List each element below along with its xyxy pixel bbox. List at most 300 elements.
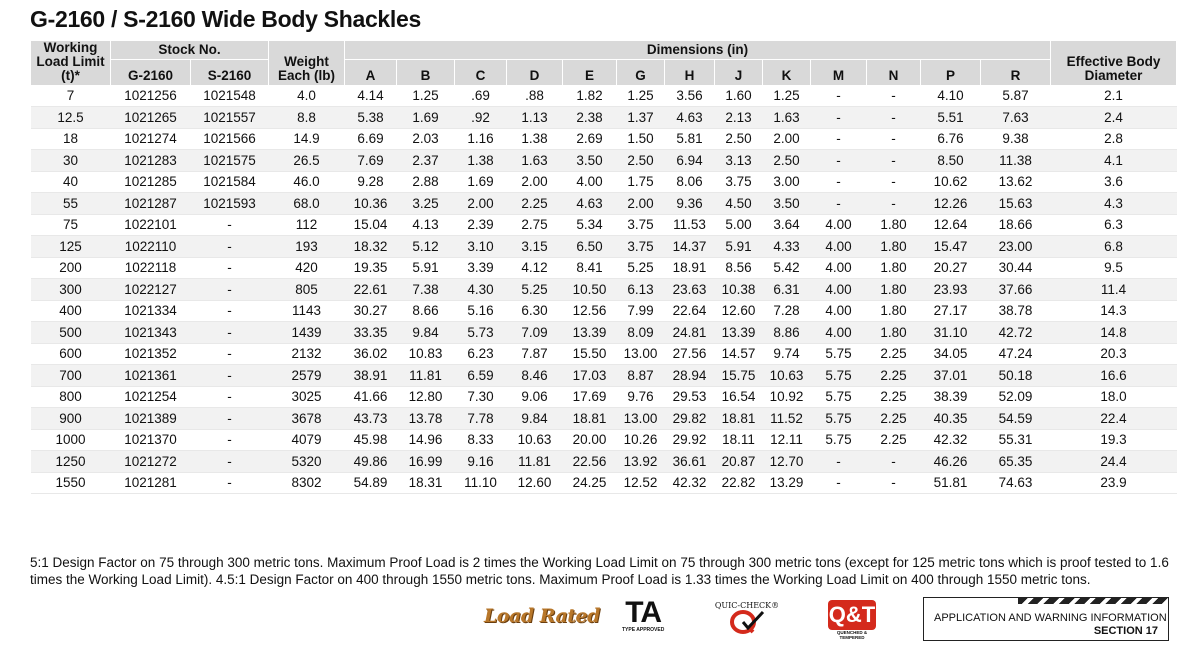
table-cell: 3.56 [676, 88, 703, 104]
table-cell: 9.36 [665, 193, 715, 215]
table-row [31, 451, 1177, 473]
table-cell: 10.38 [715, 279, 763, 301]
table-cell: 5.25 [507, 279, 563, 301]
table-cell: 2.25 [867, 408, 921, 430]
table-cell: 50.18 [981, 365, 1051, 387]
table-cell: .92 [455, 107, 507, 129]
table-cell: - [227, 303, 232, 319]
table-cell: - [891, 131, 896, 147]
table-row [31, 193, 1177, 215]
table-row [31, 343, 1177, 365]
table-cell: 1.38 [455, 150, 507, 172]
table-cell: 1022118 [124, 260, 177, 276]
table-cell: 11.38 [981, 150, 1051, 172]
table-cell: 6.59 [455, 365, 507, 387]
table-cell: 49.86 [345, 451, 397, 473]
table-cell: 17.69 [572, 389, 607, 405]
table-cell: 20.00 [572, 432, 607, 448]
table-cell: 10.92 [769, 389, 804, 405]
table-cell: - [227, 260, 232, 276]
table-cell: 38.91 [345, 365, 397, 387]
table-cell: 18.91 [672, 260, 707, 276]
table-cell: - [227, 475, 232, 491]
table-cell: 23.93 [921, 279, 981, 301]
table-cell: 4.63 [563, 193, 617, 215]
table-cell: 3.25 [397, 193, 455, 215]
table-cell: 2.50 [725, 131, 752, 147]
table-cell: - [191, 322, 269, 344]
table-cell: 9.16 [455, 451, 507, 473]
table-cell: 1022110 [111, 236, 191, 258]
table-cell: 1022127 [111, 279, 191, 301]
table-cell: 29.82 [665, 408, 715, 430]
header-dim-r: R [981, 60, 1051, 86]
table-cell: 1021593 [191, 193, 269, 215]
table-cell: 1.13 [507, 107, 563, 129]
table-cell: 7.30 [467, 389, 494, 405]
table-cell: 13.62 [998, 174, 1033, 190]
table-cell: 1.25 [773, 88, 800, 104]
table-cell: 6.30 [521, 303, 548, 319]
table-body [31, 85, 1177, 494]
table-cell: 2132 [291, 346, 322, 362]
table-cell: 41.66 [353, 389, 388, 405]
table-cell: 5.25 [627, 260, 654, 276]
table-cell: 7.69 [345, 150, 397, 172]
table-cell: 10.63 [517, 432, 552, 448]
table-cell: 400 [59, 303, 82, 319]
header-dim-k: K [763, 60, 811, 86]
table-cell: 45.98 [353, 432, 388, 448]
header-working-load-limit: Working Load Limit (t)* [31, 41, 111, 86]
table-cell: - [811, 107, 867, 129]
table-cell: 13.39 [563, 322, 617, 344]
header-dim-a: A [345, 60, 397, 86]
table-cell: - [867, 107, 921, 129]
table-cell: 42.32 [672, 475, 707, 491]
table-cell: - [811, 451, 867, 473]
table-cell: 1.80 [880, 217, 907, 233]
table-cell: 1.69 [467, 174, 494, 190]
table-cell: 13.29 [769, 475, 804, 491]
table-cell: 1021343 [111, 322, 191, 344]
table-cell: 6.69 [357, 131, 384, 147]
table-cell: 1.75 [627, 174, 654, 190]
table-cell: 18.81 [563, 408, 617, 430]
table-cell: 1.25 [627, 88, 654, 104]
qt-logo-caption: QUENCHED & TEMPERED [836, 630, 868, 640]
table-cell: 125 [31, 236, 111, 258]
table-cell: 11.81 [507, 451, 563, 473]
table-cell: 14.9 [293, 131, 320, 147]
table-cell: 1021370 [124, 432, 177, 448]
table-cell: 4.3 [1051, 193, 1177, 215]
table-cell: 1021281 [124, 475, 177, 491]
quic-check-logo [712, 601, 782, 639]
table-cell: 12.70 [763, 451, 811, 473]
table-cell: 2.00 [455, 193, 507, 215]
table-cell: 10.62 [933, 174, 968, 190]
table-row [31, 279, 1177, 301]
table-cell: 38.78 [998, 303, 1033, 319]
table-cell: 52.09 [998, 389, 1033, 405]
table-cell: - [227, 346, 232, 362]
table-cell: 4.63 [665, 107, 715, 129]
table-cell: 9.06 [521, 389, 548, 405]
table-cell: 1.16 [467, 131, 494, 147]
table-cell: 18.31 [408, 475, 443, 491]
header-dim-c: C [455, 60, 507, 86]
header-effective-body-diameter: Effective Body Diameter [1051, 41, 1177, 86]
table-cell: 6.23 [467, 346, 494, 362]
load-rated-logo: Load Rated [484, 605, 600, 627]
table-cell: 10.36 [345, 193, 397, 215]
header-stock-no: Stock No. [111, 41, 269, 60]
table-cell: 1021283 [111, 150, 191, 172]
table-cell: 1022101 [124, 217, 177, 233]
table-cell: 40 [62, 174, 79, 190]
table-cell: 10.50 [563, 279, 617, 301]
table-cell: 33.35 [345, 322, 397, 344]
table-cell: 4.00 [825, 260, 852, 276]
table-cell: 1550 [55, 475, 86, 491]
table-cell: 29.92 [672, 432, 707, 448]
table-cell: 3025 [291, 389, 322, 405]
table-cell: 22.4 [1051, 408, 1177, 430]
table-cell: 11.10 [464, 475, 497, 491]
table-cell: 5.91 [412, 260, 439, 276]
table-cell: 47.24 [998, 346, 1033, 362]
table-cell: 8.66 [412, 303, 439, 319]
table-cell: - [867, 150, 921, 172]
table-cell: 800 [59, 389, 82, 405]
table-cell: - [891, 475, 896, 491]
table-cell: 9.84 [397, 322, 455, 344]
table-cell: - [836, 131, 841, 147]
table-cell: 12.64 [933, 217, 968, 233]
table-cell: 16.99 [397, 451, 455, 473]
table-cell: 20.3 [1100, 346, 1127, 362]
table-cell: 28.94 [665, 365, 715, 387]
table-cell: 22.64 [672, 303, 707, 319]
table-cell: 2.00 [773, 131, 800, 147]
table-cell: - [191, 365, 269, 387]
quic-check-caption: QUIC-CHECK® [714, 601, 780, 610]
table-cell: 10.26 [623, 432, 658, 448]
table-cell: 2.25 [880, 346, 907, 362]
table-cell: 1000 [55, 432, 86, 448]
header-dim-m: M [811, 60, 867, 86]
table-cell: 6.31 [763, 279, 811, 301]
table-cell: 4.14 [357, 88, 384, 104]
table-cell: 42.32 [933, 432, 968, 448]
table-cell: 6.3 [1104, 217, 1123, 233]
table-row [31, 472, 1177, 494]
table-row [31, 365, 1177, 387]
table-cell: 1021557 [191, 107, 269, 129]
table-cell: 15.47 [921, 236, 981, 258]
table-cell: 6.50 [563, 236, 617, 258]
table-cell: 30.44 [998, 260, 1033, 276]
table-row [31, 128, 1177, 150]
table-cell: 4.00 [811, 322, 867, 344]
table-cell: 1.80 [867, 279, 921, 301]
ta-logo-caption: TYPE APPROVED [622, 627, 665, 633]
table-cell: 7.38 [397, 279, 455, 301]
qt-logo-text: Q&T [828, 600, 876, 630]
header-dim-e: E [563, 60, 617, 86]
header-g2160: G-2160 [111, 60, 191, 86]
table-cell: - [891, 88, 896, 104]
table-cell: 3.6 [1104, 174, 1123, 190]
table-cell: 46.26 [921, 451, 981, 473]
table-cell: 5.81 [676, 131, 703, 147]
table-cell: 8.56 [725, 260, 752, 276]
table-cell: 15.04 [353, 217, 388, 233]
table-row [31, 236, 1177, 258]
table-row [31, 322, 1177, 344]
table-cell: 1021352 [124, 346, 177, 362]
table-cell: 5.12 [397, 236, 455, 258]
table-cell: 6.8 [1051, 236, 1177, 258]
table-cell: 193 [269, 236, 345, 258]
ta-logo-text: TA [625, 596, 662, 629]
table-cell: 16.6 [1051, 365, 1177, 387]
table-cell: 9.38 [1002, 131, 1029, 147]
table-cell: 300 [31, 279, 111, 301]
table-cell: 12.60 [517, 475, 552, 491]
table-cell: 3.39 [467, 260, 494, 276]
table-cell: 4.00 [825, 303, 852, 319]
table-cell: 1.80 [880, 303, 907, 319]
table-cell: 15.75 [715, 365, 763, 387]
table-cell: 1021334 [124, 303, 177, 319]
table-cell: 15.63 [981, 193, 1051, 215]
table-cell: 29.53 [672, 389, 707, 405]
table-cell: 13.00 [623, 346, 658, 362]
table-cell: 5.16 [467, 303, 494, 319]
page-title: G-2160 / S-2160 Wide Body Shackles [30, 6, 421, 32]
table-cell: 4.30 [455, 279, 507, 301]
shackle-spec-table [30, 40, 1177, 494]
table-cell: 13.78 [397, 408, 455, 430]
table-cell: - [227, 432, 232, 448]
table-cell: 8.06 [676, 174, 703, 190]
table-cell: 14.37 [665, 236, 715, 258]
table-cell: - [867, 451, 921, 473]
table-cell: 2.4 [1051, 107, 1177, 129]
table-cell: 1439 [269, 322, 345, 344]
table-cell: 5.75 [825, 432, 852, 448]
table-cell: 8.50 [921, 150, 981, 172]
table-cell: 3.10 [455, 236, 507, 258]
table-cell: 20.27 [933, 260, 968, 276]
table-cell: 5.00 [725, 217, 752, 233]
table-cell: 1021254 [124, 389, 177, 405]
table-cell: 8.33 [467, 432, 494, 448]
table-cell: 11.4 [1051, 279, 1177, 301]
table-cell: 4.00 [811, 236, 867, 258]
table-cell: 2.25 [880, 389, 907, 405]
table-cell: - [191, 408, 269, 430]
table-cell: 8.86 [763, 322, 811, 344]
table-cell: 30.27 [353, 303, 388, 319]
table-cell: 1.69 [397, 107, 455, 129]
table-cell: 51.81 [933, 475, 968, 491]
table-cell: 3.75 [617, 236, 665, 258]
table-cell: 12.80 [408, 389, 443, 405]
quic-check-mark-icon [727, 610, 767, 634]
table-cell: 55 [31, 193, 111, 215]
table-cell: 14.3 [1100, 303, 1127, 319]
table-cell: 11.52 [763, 408, 811, 430]
table-cell: 22.82 [721, 475, 756, 491]
table-cell: 30 [31, 150, 111, 172]
table-cell: 19.35 [353, 260, 388, 276]
table-cell: 4.00 [811, 279, 867, 301]
table-cell: 43.73 [345, 408, 397, 430]
table-cell: 8.41 [576, 260, 603, 276]
table-cell: 3.50 [763, 193, 811, 215]
type-approved-logo [622, 596, 665, 633]
table-cell: 5320 [269, 451, 345, 473]
table-cell: 27.17 [933, 303, 968, 319]
table-cell: 1.63 [763, 107, 811, 129]
table-cell: 2.37 [397, 150, 455, 172]
table-cell: 5.42 [773, 260, 800, 276]
table-cell: 1.82 [576, 88, 603, 104]
table-cell: 2.69 [576, 131, 603, 147]
table-cell: 12.56 [572, 303, 607, 319]
table-cell: 9.74 [773, 346, 800, 362]
table-cell: 37.66 [981, 279, 1051, 301]
table-cell: 3.75 [725, 174, 752, 190]
table-cell: 18.81 [715, 408, 763, 430]
table-cell: 4.00 [576, 174, 603, 190]
table-cell: 6.13 [617, 279, 665, 301]
table-cell: 12.52 [623, 475, 658, 491]
table-cell: 1.80 [880, 260, 907, 276]
table-cell: 16.54 [721, 389, 756, 405]
header-dim-g: G [617, 60, 665, 86]
table-cell: 7 [66, 88, 75, 104]
table-cell: - [891, 174, 896, 190]
header-dimensions: Dimensions (in) [345, 41, 1051, 60]
table-cell: 3.15 [507, 236, 563, 258]
table-cell: 4.00 [825, 217, 852, 233]
table-cell: 26.5 [269, 150, 345, 172]
header-s2160: S-2160 [191, 60, 269, 86]
table-cell: 12.60 [721, 303, 756, 319]
table-cell: 22.56 [563, 451, 617, 473]
table-row [31, 107, 1177, 129]
table-cell: 2.75 [521, 217, 548, 233]
table-cell: 1.37 [617, 107, 665, 129]
table-row [31, 408, 1177, 430]
table-row [31, 257, 1177, 279]
table-cell: 5.87 [1002, 88, 1029, 104]
table-cell: 2.8 [1104, 131, 1123, 147]
table-cell: 3.75 [627, 217, 654, 233]
table-row [31, 171, 1177, 193]
table-cell: 7.09 [507, 322, 563, 344]
table-cell: 1143 [292, 303, 322, 319]
table-cell: - [811, 150, 867, 172]
table-cell: 9.5 [1104, 260, 1123, 276]
table-cell: 3.13 [715, 150, 763, 172]
table-cell: 23.63 [665, 279, 715, 301]
table-cell: 500 [31, 322, 111, 344]
table-cell: 2.00 [521, 174, 548, 190]
table-cell: 3.64 [773, 217, 800, 233]
table-cell: 5.75 [825, 346, 852, 362]
table-cell: 74.63 [998, 475, 1033, 491]
header-dim-n: N [867, 60, 921, 86]
table-cell: 6.76 [937, 131, 964, 147]
table-cell: 14.96 [408, 432, 443, 448]
quenched-tempered-logo [824, 600, 880, 640]
table-cell: 4.10 [937, 88, 964, 104]
table-cell: - [867, 193, 921, 215]
table-cell: 2.00 [617, 193, 665, 215]
table-cell: - [191, 279, 269, 301]
table-cell: 5.51 [921, 107, 981, 129]
table-cell: 27.56 [672, 346, 707, 362]
table-cell: - [191, 451, 269, 473]
table-cell: 36.02 [353, 346, 388, 362]
table-cell: 7.78 [455, 408, 507, 430]
design-factor-notes: 5:1 Design Factor on 75 through 300 metric tons. Maximum Proof Load is 2 times the Working Load Limit on 75 through 300 metric tons (except for 125 metric tons which is proof tested to 1.6 times the Working Load Limit). 4.5:1 Design Factor on 400 through 1550 metric tons. Maximum Proof Load is 1.33 times the Working Load Limit on 400 through 1550 metric tons. [30, 555, 1169, 587]
table-cell: 1021272 [111, 451, 191, 473]
table-cell: 1.25 [412, 88, 439, 104]
table-cell: 4.33 [763, 236, 811, 258]
table-cell: 54.89 [353, 475, 388, 491]
table-cell: 19.3 [1100, 432, 1127, 448]
header-dim-b: B [397, 60, 455, 86]
table-cell: 5.38 [345, 107, 397, 129]
table-cell: 9.76 [627, 389, 654, 405]
table-cell: 22.61 [345, 279, 397, 301]
table-cell: 55.31 [998, 432, 1033, 448]
hazard-stripe-icon [1018, 598, 1168, 604]
table-cell: 700 [31, 365, 111, 387]
table-cell: 2.50 [617, 150, 665, 172]
table-cell: - [227, 217, 232, 233]
table-cell: 1.80 [867, 236, 921, 258]
table-row [31, 429, 1177, 451]
table-cell: 420 [295, 260, 318, 276]
table-cell: 13.92 [617, 451, 665, 473]
table-cell: 7.87 [521, 346, 548, 362]
table-cell: 2.50 [763, 150, 811, 172]
header-dim-j: J [715, 60, 763, 86]
table-cell: 200 [59, 260, 82, 276]
table-cell: 1021575 [191, 150, 269, 172]
table-cell: 2.88 [412, 174, 439, 190]
table-cell: 14.57 [721, 346, 756, 362]
table-cell: 4.0 [297, 88, 316, 104]
table-cell: 1.38 [521, 131, 548, 147]
table-cell: 5.75 [811, 365, 867, 387]
table-cell: 1021584 [203, 174, 256, 190]
table-cell: 8302 [291, 475, 322, 491]
table-row [31, 300, 1177, 322]
table-cell: 54.59 [981, 408, 1051, 430]
table-cell: 38.39 [933, 389, 968, 405]
table-cell: 8.87 [617, 365, 665, 387]
table-cell: 7.99 [627, 303, 654, 319]
table-cell: 23.00 [981, 236, 1051, 258]
